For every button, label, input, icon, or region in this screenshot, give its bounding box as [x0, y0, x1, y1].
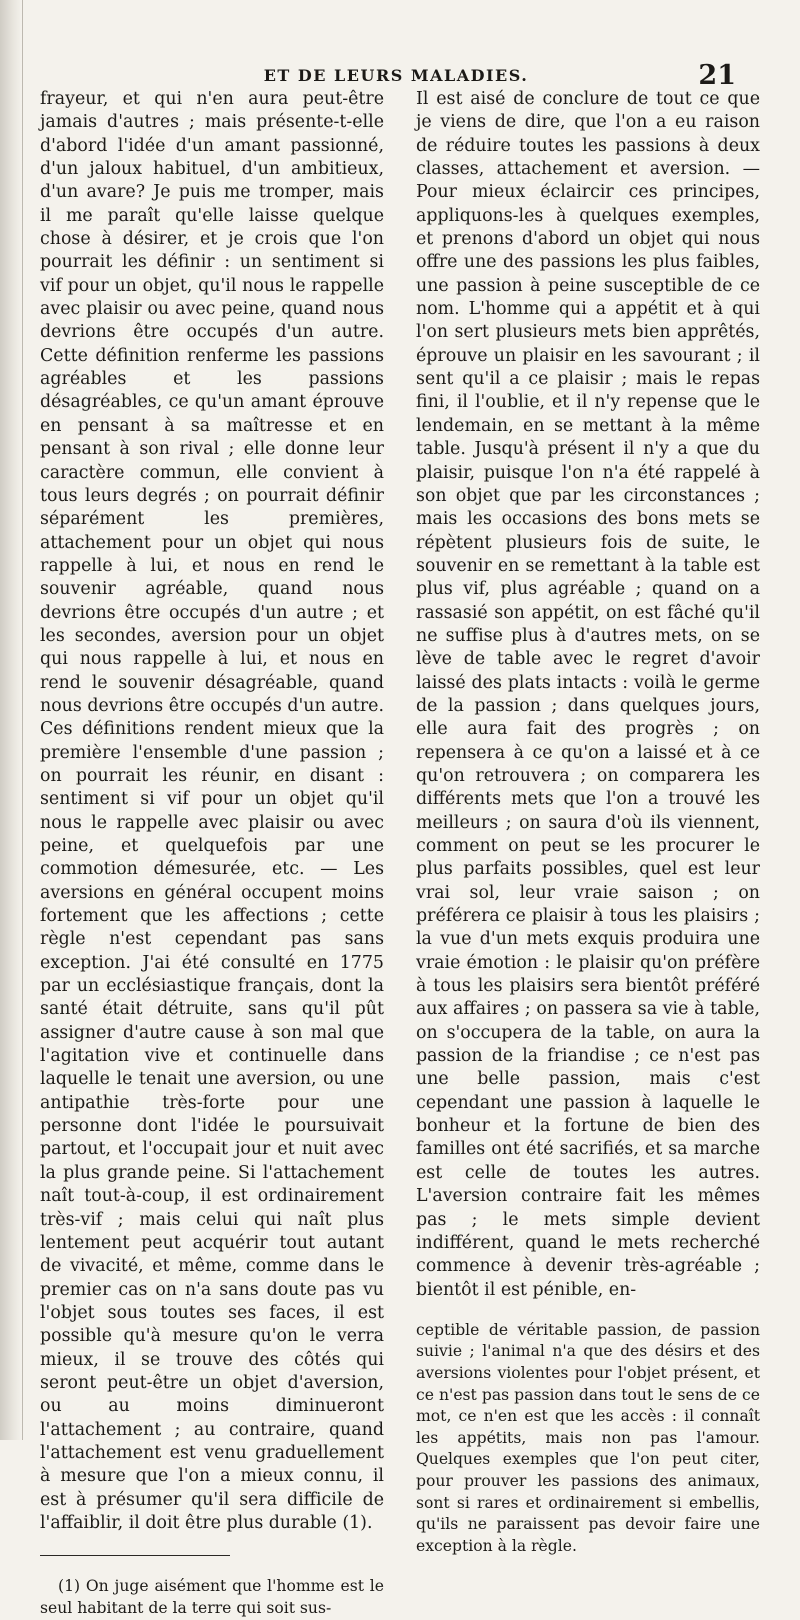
footnote-gap [416, 1302, 606, 1320]
footnote-continuation: ceptible de véritable passion, de passion suivie ; l'animal n'a que des désirs et des aversions violentes pour l'objet présent, et ce n'est pas passion dans tout le sens de ce mot, ce n'en est que les accès : il connaît les appétits, mais non pas l'amour. Quelques exemples que l'on peut citer, pour prouver les passions des animaux, sont si rares et ordinairement si embellis, qu'ils ne paraissent pas devoir faire une exception à la règle. [416, 1320, 760, 1555]
page-number: 21 [698, 60, 736, 91]
body-paragraph: frayeur, et qui n'en aura peut-être jamais d'autres ; mais présente-t-elle d'abord l'idée d'un amant passionné, d'un jaloux habituel, d'un ambitieux, d'un avare? Je puis me tromper, mais il me paraît qu'elle laisse quelque chose à désirer, et je crois que l'on pourrait les définir : un sentiment si vif pour un objet, qu'il nous le rappelle avec plaisir ou avec peine, quand nous devrions être occupés d'un autre. Cette définition renferme les passions agréables et les passions désagréables, ce qu'un amant éprouve en pensant à sa maîtresse et en pensant à son rival ; elle donne leur caractère commun, elle convient à tous leurs degrés ; on pourrait définir séparément les premières, attachement pour un objet qui nous rappelle à lui, et nous en rend le souvenir agréable, quand nous devrions être occupés d'un autre ; et les secondes, aversion pour un objet qui nous rappelle à lui, et nous en rend le souvenir désagréable, quand nous devrions être occupés d'un autre. Ces définitions rendent mieux que la première l'ensemble d'une passion ; on pourrait les réunir, en disant : sentiment si vif pour un objet qu'il nous le rappelle avec plaisir ou avec peine, et quelquefois par une commotion démesurée, etc. — Les aversions en général occupent moins fortement que les affections ; cette règle n'est cependant pas sans exception. J'ai été consulté en 1775 par un ecclésiastique français, dont la santé était détruite, sans qu'il pût assigner d'autre cause à son mal que l'agitation vive et continuelle dans laquelle le tenait une aversion, ou une antipathie très-forte pour une personne dont l'idée le poursuivait partout, et l'occupait jour et nuit avec la plus grande peine. Si l'attachement naît tout-à-coup, il est ordinairement très-vif ; mais celui qui naît plus lentement peut acquérir tout autant de vivacité, et même, comme dans le premier cas on n'a sans doute pas vu l'objet sous toutes ses faces, il est possible qu'à mesure qu'on le verra mieux, il se trouve des côtés qui seront peut-être un objet d'aversion, ou au moins diminueront l'attachement ; au contraire, quand l'attachement est venu graduellement à mesure que l'on a mieux connu, il est à présumer qu'il sera difficile de l'affaiblir, il doit être plus durable (1). [40, 89, 384, 1533]
right-column [416, 88, 760, 1557]
footnote-separator [40, 1555, 230, 1556]
page-binding-gutter [0, 0, 23, 1440]
body-paragraph: Il est aisé de conclure de tout ce que je viens de dire, que l'on a eu raison de réduire toutes les passions à deux classes, attachement et aversion. — Pour mieux éclaircir ces principes, appliquons-les à quelques exemples, et prenons d'abord un objet qui nous offre une des passions les plus faibles, une passion à peine susceptible de ce nom. L'homme qui a appétit et à qui l'on sert plusieurs mets bien apprêtés, éprouve un plaisir en les savourant ; il sent qu'il a ce plaisir ; mais le repas fini, il l'oublie, et il n'y repense que le lendemain, en se mettant à la même table. Jusqu'à présent il n'y a que du plaisir, puisque l'on n'a été rappelé à son objet que par les circonstances ; mais les occasions des bons mets se répètent plusieurs fois de suite, le souvenir en se remettant à la table est plus vif, plus agréable ; quand on a rassasié son appétit, on est fâché qu'il ne suffise plus à d'autres mets, on se lève de table avec le regret d'avoir laissé des plats intacts : voilà le germe de la passion ; dans quelques jours, elle aura fait des progrès ; on repensera à ce qu'on a laissé et à ce qu'on retrouvera ; on comparera les différents mets que l'on a trouvé les meilleurs ; on saura d'où ils viennent, comment on peut se les procurer le plus parfaits possibles, quel est leur vrai sol, leur vraie saison ; on préférera ce plaisir à tous les plaisirs ; la vue d'un mets exquis produira une vraie émotion : le plaisir qu'on préfère à tous les plaisirs sera bientôt préféré aux affaires ; on passera sa vie à table, on s'occupera de la table, on aura la passion de la friandise ; ce n'est pas une belle passion, mais c'est cependant une passion à laquelle le bonheur et la fortune de bien des familles ont été sacrifiés, et sa marche est celle de toutes les autres. L'aversion contraire fait les mêmes pas ; le mets simple devient indifférent, quand le mets recherché commence à devenir très-agréable ; bientôt il est pénible, en- [416, 89, 760, 1300]
footnote: (1) On juge aisément que l'homme est le seul habitant de la terre qui soit sus- [40, 1577, 384, 1617]
running-head: ET DE LEURS MALADIES. [263, 66, 529, 85]
left-column [40, 88, 384, 1620]
